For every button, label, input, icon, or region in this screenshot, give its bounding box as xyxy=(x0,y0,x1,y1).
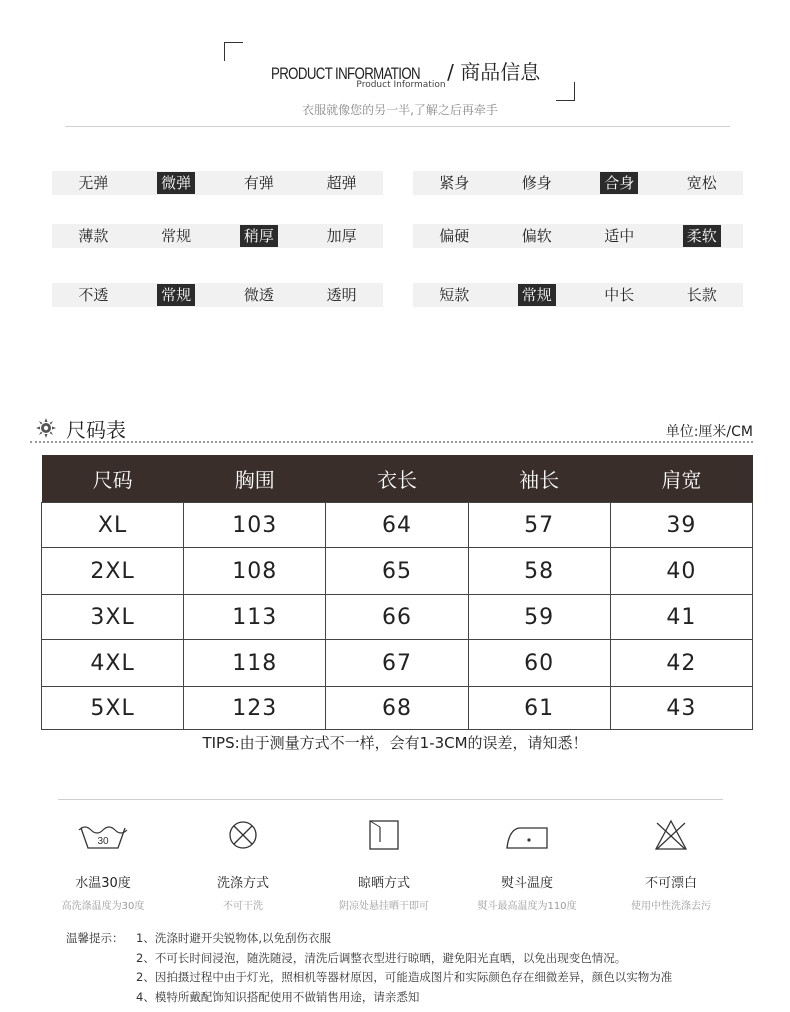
attribute-option xyxy=(218,225,301,247)
attribute-option-label: 短款 xyxy=(439,286,470,304)
care-sublabel: 熨斗最高温度为110度 xyxy=(477,901,577,912)
table-cell: 40 xyxy=(610,548,752,595)
table-cell: 41 xyxy=(610,595,752,640)
size-table xyxy=(41,455,753,730)
table-cell: 42 xyxy=(610,640,752,687)
table-cell: 64 xyxy=(326,503,468,548)
attribute-option xyxy=(661,225,744,247)
table-cell: 118 xyxy=(184,640,326,687)
no-bleach-icon xyxy=(643,818,699,852)
attribute-option-label: 不透 xyxy=(78,286,109,304)
table-cell: 60 xyxy=(468,640,610,687)
line-dry-shade-icon xyxy=(356,818,412,852)
tips-text: TIPS:由于测量方式不一样，会有1-3CM的误差，请知悉！ xyxy=(202,734,588,752)
attribute-option xyxy=(496,284,579,306)
attribute-group xyxy=(413,283,743,307)
attribute-option-selected-label: 柔软 xyxy=(683,225,721,247)
title-chinese: 商品信息 xyxy=(460,60,541,84)
note-item: 1、洗涤时避开尖锐物体,以免刮伤衣服 xyxy=(136,931,331,945)
attribute-option-selected-label: 微弹 xyxy=(157,172,195,194)
attribute-option xyxy=(578,225,661,247)
attribute-option xyxy=(135,225,218,247)
attribute-option xyxy=(300,172,383,194)
attribute-option xyxy=(496,172,579,194)
table-cell: 39 xyxy=(610,503,752,548)
attribute-option-label: 适中 xyxy=(604,227,635,245)
attribute-option-label: 微透 xyxy=(243,286,274,304)
table-cell: 43 xyxy=(610,687,752,730)
table-cell: 103 xyxy=(184,503,326,548)
attribute-group xyxy=(413,171,743,195)
attribute-group xyxy=(413,224,743,248)
attribute-option-label: 有弹 xyxy=(243,174,274,192)
table-row xyxy=(42,503,753,548)
column-header: 衣长 xyxy=(326,455,468,503)
table-cell: 61 xyxy=(468,687,610,730)
attribute-option xyxy=(218,172,301,194)
attribute-option xyxy=(661,284,744,306)
attribute-option xyxy=(496,225,579,247)
attribute-option-label: 无弹 xyxy=(78,174,109,192)
care-label: 不可漂白 xyxy=(644,876,697,891)
attribute-option xyxy=(578,172,661,194)
column-header: 胸围 xyxy=(184,455,326,503)
table-cell: 4XL xyxy=(42,640,184,687)
attribute-option xyxy=(300,225,383,247)
care-sublabel: 使用中性洗涤去污 xyxy=(631,901,711,912)
attribute-option-label: 修身 xyxy=(521,174,552,192)
attribute-option xyxy=(135,172,218,194)
notes-heading: 温馨提示： xyxy=(66,931,124,945)
attribute-option-label: 宽松 xyxy=(686,174,717,192)
attribute-option xyxy=(413,284,496,306)
attribute-option-label: 紧身 xyxy=(439,174,470,192)
attribute-option-label: 长款 xyxy=(686,286,717,304)
care-item-bleach xyxy=(596,818,746,912)
attribute-option-label: 常规 xyxy=(161,227,192,245)
care-sublabel: 不可干洗 xyxy=(223,901,263,912)
care-item-drying xyxy=(309,818,459,912)
table-cell: 65 xyxy=(326,548,468,595)
table-cell: XL xyxy=(42,503,184,548)
table-cell: 113 xyxy=(184,595,326,640)
attribute-option xyxy=(52,172,135,194)
gear-icon xyxy=(36,418,56,438)
care-label: 洗涤方式 xyxy=(216,876,269,891)
care-sublabel: 高洗涤温度为30度 xyxy=(61,901,145,912)
care-item-wash xyxy=(28,818,178,912)
table-cell: 58 xyxy=(468,548,610,595)
care-item-ironing xyxy=(452,818,602,912)
attribute-option-selected-label: 常规 xyxy=(157,284,195,306)
wash-temp-text: 30 xyxy=(97,836,109,847)
table-cell: 123 xyxy=(184,687,326,730)
attribute-option xyxy=(52,284,135,306)
attribute-option xyxy=(218,284,301,306)
column-header: 袖长 xyxy=(468,455,610,503)
attribute-option-label: 偏硬 xyxy=(439,227,470,245)
column-header: 肩宽 xyxy=(610,455,752,503)
notes-list xyxy=(136,929,672,1007)
note-item: 2、因拍摄过程中由于灯光，照相机等器材原因，可能造成图片和实际颜色存在细微差异，颜色以实物为准 xyxy=(136,970,673,984)
attribute-group xyxy=(52,283,383,307)
unit-label: 单位:厘米/CM xyxy=(665,424,753,440)
attribute-option xyxy=(413,172,496,194)
attribute-option xyxy=(661,172,744,194)
attribute-option xyxy=(300,284,383,306)
attribute-option-label: 超弹 xyxy=(326,174,357,192)
iron-low-icon xyxy=(499,818,555,852)
care-item-washing-method xyxy=(168,818,318,912)
attribute-group xyxy=(52,224,383,248)
attribute-option-label: 偏软 xyxy=(521,227,552,245)
attribute-option-selected-label: 合身 xyxy=(600,172,638,194)
attribute-option xyxy=(578,284,661,306)
attribute-option xyxy=(135,284,218,306)
title-english: PRODUCT INFORMATION xyxy=(270,64,420,83)
attribute-option-selected-label: 常规 xyxy=(518,284,556,306)
table-cell: 57 xyxy=(468,503,610,548)
dotted-divider xyxy=(30,441,753,443)
divider xyxy=(65,126,730,127)
table-row xyxy=(42,640,753,687)
size-chart-heading: 尺码表 xyxy=(66,418,126,442)
wash-30-icon xyxy=(75,818,131,852)
no-tumble-dry-icon xyxy=(215,818,271,852)
column-header: 尺码 xyxy=(42,455,184,503)
attribute-option-label: 加厚 xyxy=(326,227,357,245)
table-cell: 68 xyxy=(326,687,468,730)
table-cell: 67 xyxy=(326,640,468,687)
table-cell: 2XL xyxy=(42,548,184,595)
table-row xyxy=(42,595,753,640)
attribute-option-label: 薄款 xyxy=(78,227,109,245)
page-subtitle: Product Information xyxy=(356,80,446,90)
care-sublabel: 阴凉处悬挂晒干即可 xyxy=(339,901,429,912)
note-item: 2、不可长时间浸泡，随洗随浸，清洗后调整衣型进行晾晒，避免阳光直晒，以免出现变色情况。 xyxy=(136,950,627,965)
table-cell: 66 xyxy=(326,595,468,640)
corner-bracket-bottom-right xyxy=(556,82,575,101)
care-label: 水温30度 xyxy=(75,876,131,891)
table-row xyxy=(42,548,753,595)
attribute-option-label: 中长 xyxy=(604,286,635,304)
table-cell: 59 xyxy=(468,595,610,640)
attribute-group xyxy=(52,171,383,195)
table-cell: 3XL xyxy=(42,595,184,640)
attribute-option xyxy=(413,225,496,247)
table-cell: 5XL xyxy=(42,687,184,730)
attribute-option xyxy=(52,225,135,247)
care-label: 熨斗温度 xyxy=(500,876,553,891)
table-header-row xyxy=(42,455,753,503)
attribute-option-label: 透明 xyxy=(326,286,357,304)
table-row xyxy=(42,687,753,730)
tagline: 衣服就像您的另一半,了解之后再牵手 xyxy=(302,103,498,117)
note-item: 4、模特所戴配饰知识搭配使用不做销售用途，请亲悉知 xyxy=(136,989,420,1004)
divider xyxy=(58,799,723,800)
attribute-option-selected-label: 稍厚 xyxy=(240,225,278,247)
care-label: 晾晒方式 xyxy=(357,876,410,891)
title-separator: / xyxy=(440,60,461,84)
table-cell: 108 xyxy=(184,548,326,595)
